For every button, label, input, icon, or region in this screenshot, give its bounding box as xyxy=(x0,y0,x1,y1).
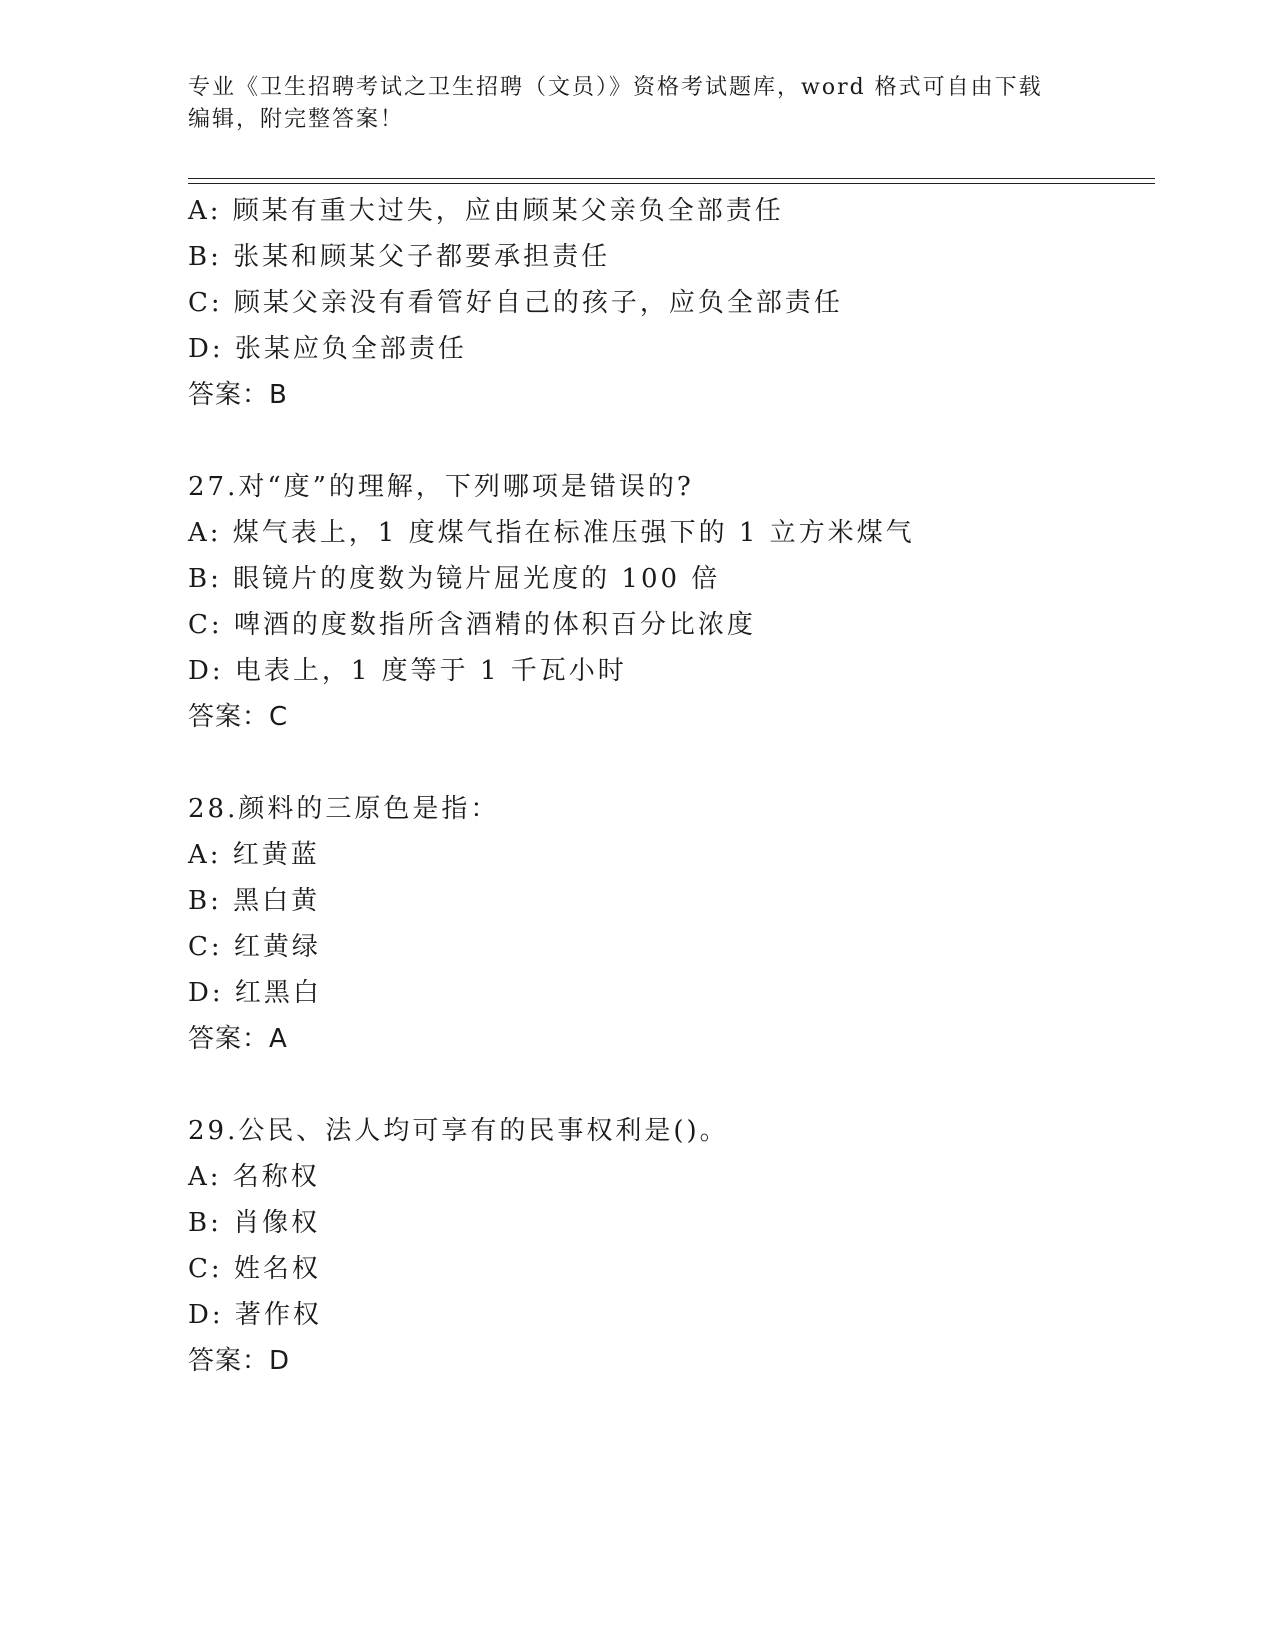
option-a: A: 顾某有重大过失，应由顾某父亲负全部责任 xyxy=(188,196,784,226)
option-c: C: 啤酒的度数指所含酒精的体积百分比浓度 xyxy=(188,610,756,640)
option-d: D: 张某应负全部责任 xyxy=(188,334,467,364)
answer: 答案：B xyxy=(188,380,288,410)
header-line-1: 专业《卫生招聘考试之卫生招聘（文员）》资格考试题库，word 格式可自由下载 xyxy=(188,75,1043,100)
option-b: B: 黑白黄 xyxy=(188,886,321,916)
question-28 xyxy=(188,786,1148,1062)
question-list xyxy=(188,188,1148,1384)
question-26 xyxy=(188,188,1148,418)
header-line-2: 编辑，附完整答案！ xyxy=(188,107,405,132)
answer: 答案：D xyxy=(188,1346,291,1376)
spacer xyxy=(188,418,1148,464)
option-d: D: 红黑白 xyxy=(188,978,322,1008)
option-c: C: 顾某父亲没有看管好自己的孩子，应负全部责任 xyxy=(188,288,843,318)
answer: 答案：C xyxy=(188,702,289,732)
option-d: D: 著作权 xyxy=(188,1300,322,1330)
option-c: C: 姓名权 xyxy=(188,1254,321,1284)
question-text: 29.公民、法人均可享有的民事权利是()。 xyxy=(188,1116,729,1146)
option-a: A: 名称权 xyxy=(188,1162,320,1192)
option-b: B: 眼镜片的度数为镜片屈光度的 100 倍 xyxy=(188,564,721,594)
spacer xyxy=(188,740,1148,786)
header-rule-bottom xyxy=(188,183,1155,184)
option-d: D: 电表上，1 度等于 1 千瓦小时 xyxy=(188,656,627,686)
question-27 xyxy=(188,464,1148,740)
spacer xyxy=(188,1062,1148,1108)
document-header xyxy=(188,72,1088,136)
option-b: B: 张某和顾某父子都要承担责任 xyxy=(188,242,611,272)
option-b: B: 肖像权 xyxy=(188,1208,321,1238)
question-text: 28.颜料的三原色是指： xyxy=(188,794,500,824)
question-29 xyxy=(188,1108,1148,1384)
header-rule-top xyxy=(188,178,1155,179)
option-a: A: 红黄蓝 xyxy=(188,840,320,870)
answer: 答案：A xyxy=(188,1024,288,1054)
option-c: C: 红黄绿 xyxy=(188,932,321,962)
option-a: A: 煤气表上，1 度煤气指在标准压强下的 1 立方米煤气 xyxy=(188,518,915,548)
question-text: 27.对“度”的理解，下列哪项是错误的? xyxy=(188,472,694,502)
